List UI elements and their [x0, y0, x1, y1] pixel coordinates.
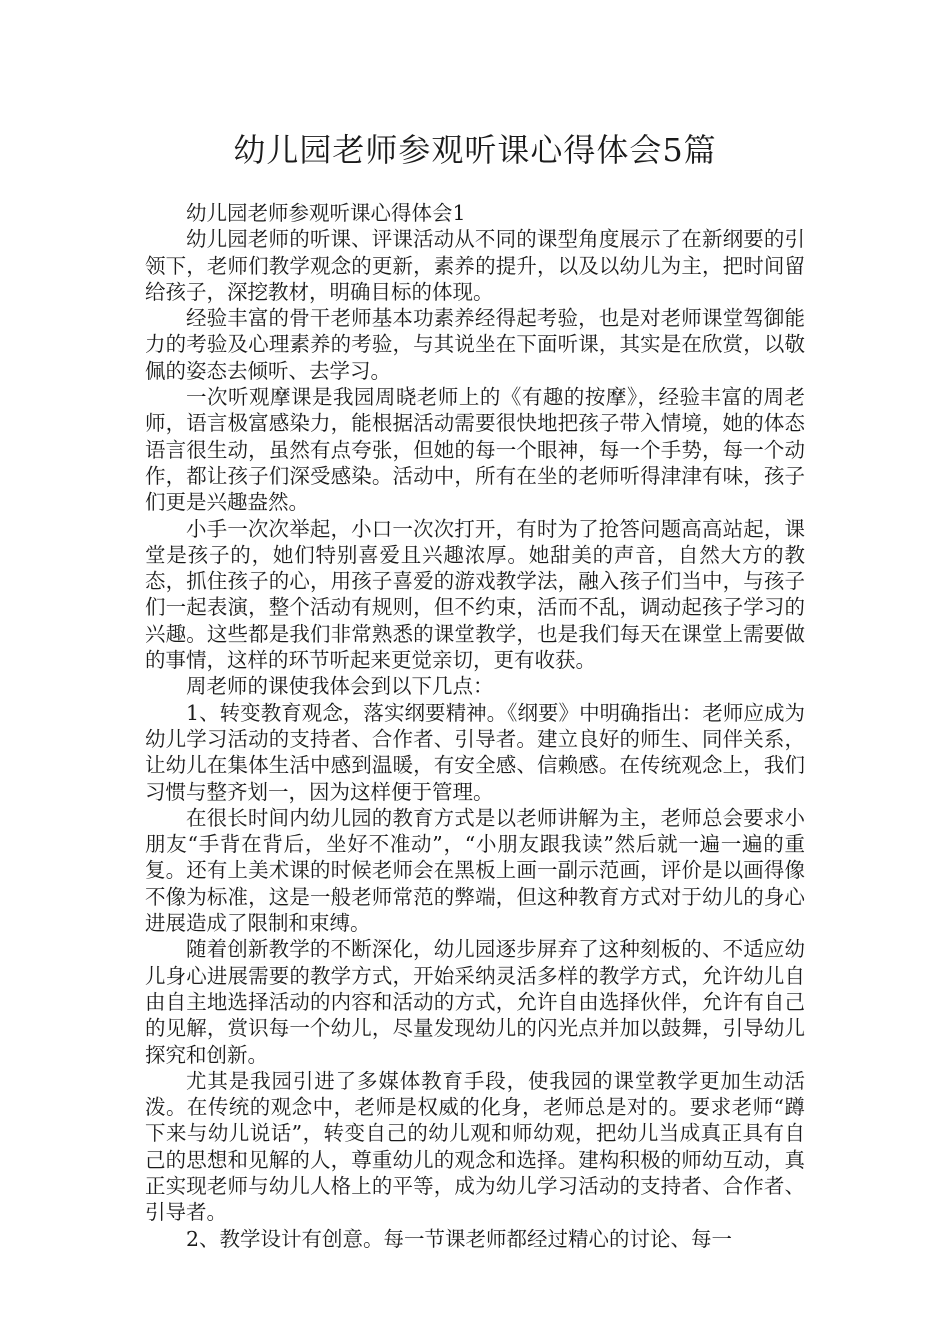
paragraph: 一次听观摩课是我园周晓老师上的《有趣的按摩》，经验丰富的周老师，语言极富感染力，能根据活动需要很快地把孩子带入情境，她的体态语言很生动，虽然有点夸张，但她的每一个眼神，每一个手势，每一个动作，都让孩子们深受感染。活动中，所有在坐的老师听得津津有味，孩子们更是兴趣盎然。: [145, 385, 805, 515]
paragraph: 周老师的课使我体会到以下几点：: [186, 674, 494, 699]
paragraph: 经验丰富的骨干老师基本功素养经得起考验，也是对老师课堂驾御能力的考验及心理素养的考验，与其说坐在下面听课，其实是在欣赏，以敬佩的姿态去倾听、去学习。: [145, 306, 805, 383]
paragraph: 幼儿园老师的听课、评课活动从不同的课型角度展示了在新纲要的引领下，老师们教学观念的更新，素养的提升，以及以幼儿为主，把时间留给孩子，深挖教材，明确目标的体现。: [145, 227, 805, 304]
paragraph: 小手一次次举起，小口一次次打开，有时为了抢答问题高高站起，课堂是孩子的，她们特别喜爱且兴趣浓厚。她甜美的声音，自然大方的教态，抓住孩子的心，用孩子喜爱的游戏教学法，融入孩子们当中，与孩子们一起表演，整个活动有规则，但不约束，活而不乱，调动起孩子学习的兴趣。这些都是我们非常熟悉的课堂教学，也是我们每天在课堂上需要做的事情，这样的环节听起来更觉亲切，更有收获。: [145, 516, 805, 673]
paragraph: 尤其是我园引进了多媒体教育手段，使我园的课堂教学更加生动活泼。在传统的观念中，老师是权威的化身，老师总是对的。要求老师“蹲下来与幼儿说话”，转变自己的幼儿观和师幼观，把幼儿当成真正具有自己的思想和见解的人，尊重幼儿的观念和选择。建构积极的师幼互动，真正实现老师与幼儿人格上的平等，成为幼儿学习活动的支持者、合作者、引导者。: [145, 1068, 805, 1225]
document-body: [145, 200, 805, 1252]
document-title: 幼儿园老师参观听课心得体会5篇: [233, 131, 717, 169]
paragraph: 随着创新教学的不断深化，幼儿园逐步屏弃了这种刻板的、不适应幼儿身心进展需要的教学方式，开始采纳灵活多样的教学方式，允许幼儿自由自主地选择活动的内容和活动的方式，允许自由选择伙伴，允许有自己的见解，赏识每一个幼儿，尽量发现幼儿的闪光点并加以鼓舞，引导幼儿探究和创新。: [145, 937, 805, 1067]
paragraph: 1、转变教育观念，落实纲要精神。《纲要》中明确指出：老师应成为幼儿学习活动的支持者、合作者、引导者。建立良好的师生、同伴关系，让幼儿在集体生活中感到温暖，有安全感、信赖感。在传统观念上，我们习惯与整齐划一，因为这样便于管理。: [145, 700, 805, 804]
paragraph: 在很长时间内幼儿园的教育方式是以老师讲解为主，老师总会要求小朋友“手背在背后，坐好不准动”，“小朋友跟我读”然后就一遍一遍的重复。还有上美术课的时候老师会在黑板上画一副示范画，评价是以画得像不像为标准，这是一般老师常范的弊端，但这种教育方式对于幼儿的身心进展造成了限制和束缚。: [145, 805, 805, 936]
section-heading: 幼儿园老师参观听课心得体会1: [186, 201, 466, 225]
paragraph: 2、教学设计有创意。每一节课老师都经过精心的讨论、每一: [186, 1226, 733, 1251]
